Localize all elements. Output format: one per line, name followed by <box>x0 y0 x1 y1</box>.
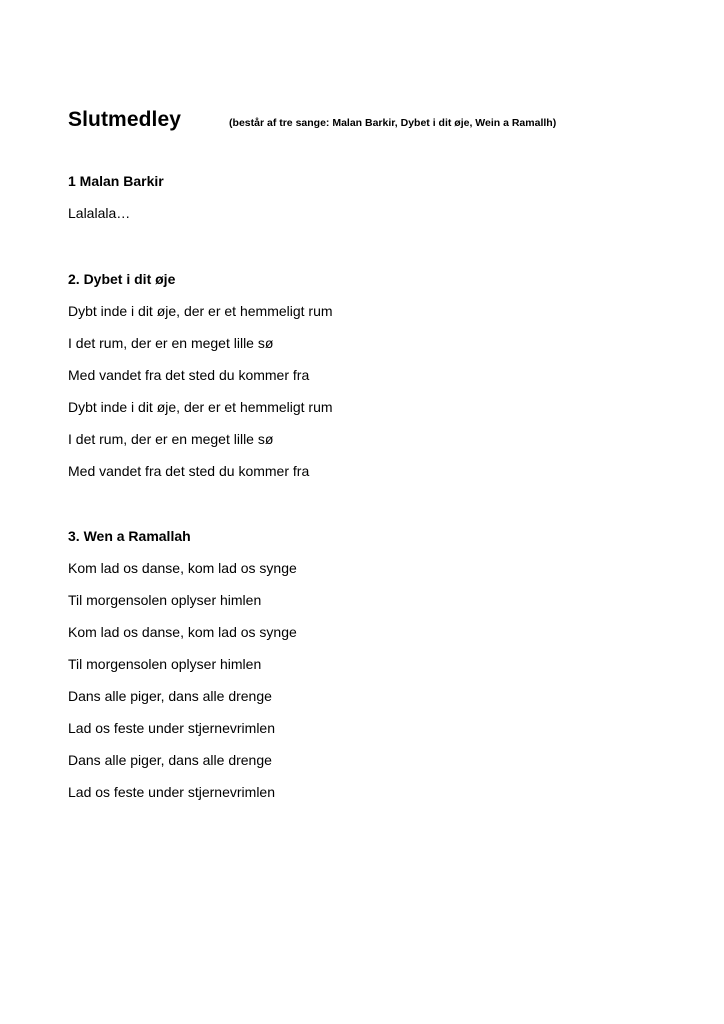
title-row <box>68 108 556 132</box>
lyric-line: Dans alle piger, dans alle drenge <box>68 688 272 704</box>
lyric-line: Til morgensolen oplyser himlen <box>68 592 262 608</box>
lyric-line: Lad os feste under stjernevrimlen <box>68 784 275 800</box>
lyric-line: Lalalala… <box>68 205 131 221</box>
section-heading-dybet-i-dit-oje: 2. Dybet i dit øje <box>68 271 176 287</box>
section-heading-wen-a-ramallah: 3. Wen a Ramallah <box>68 528 191 544</box>
lyric-line: I det rum, der er en meget lille sø <box>68 431 274 447</box>
lyric-line: Dybt inde i dit øje, der er et hemmeligt rum <box>68 303 333 319</box>
document-subtitle: (består af tre sange: Malan Barkir, Dybet i dit øje, Wein a Ramallh) <box>229 117 557 129</box>
lyric-line: Dans alle piger, dans alle drenge <box>68 752 272 768</box>
lyric-line: Kom lad os danse, kom lad os synge <box>68 560 297 576</box>
document-title: Slutmedley <box>68 108 182 131</box>
section-heading-malan-barkir: 1 Malan Barkir <box>68 173 164 189</box>
lyric-line: Med vandet fra det sted du kommer fra <box>68 367 310 383</box>
lyric-line: Til morgensolen oplyser himlen <box>68 656 262 672</box>
lyric-line: Lad os feste under stjernevrimlen <box>68 720 275 736</box>
lyric-line: I det rum, der er en meget lille sø <box>68 335 274 351</box>
lyric-line: Dybt inde i dit øje, der er et hemmeligt rum <box>68 399 333 415</box>
lyric-line: Kom lad os danse, kom lad os synge <box>68 624 297 640</box>
lyric-line: Med vandet fra det sted du kommer fra <box>68 463 310 479</box>
